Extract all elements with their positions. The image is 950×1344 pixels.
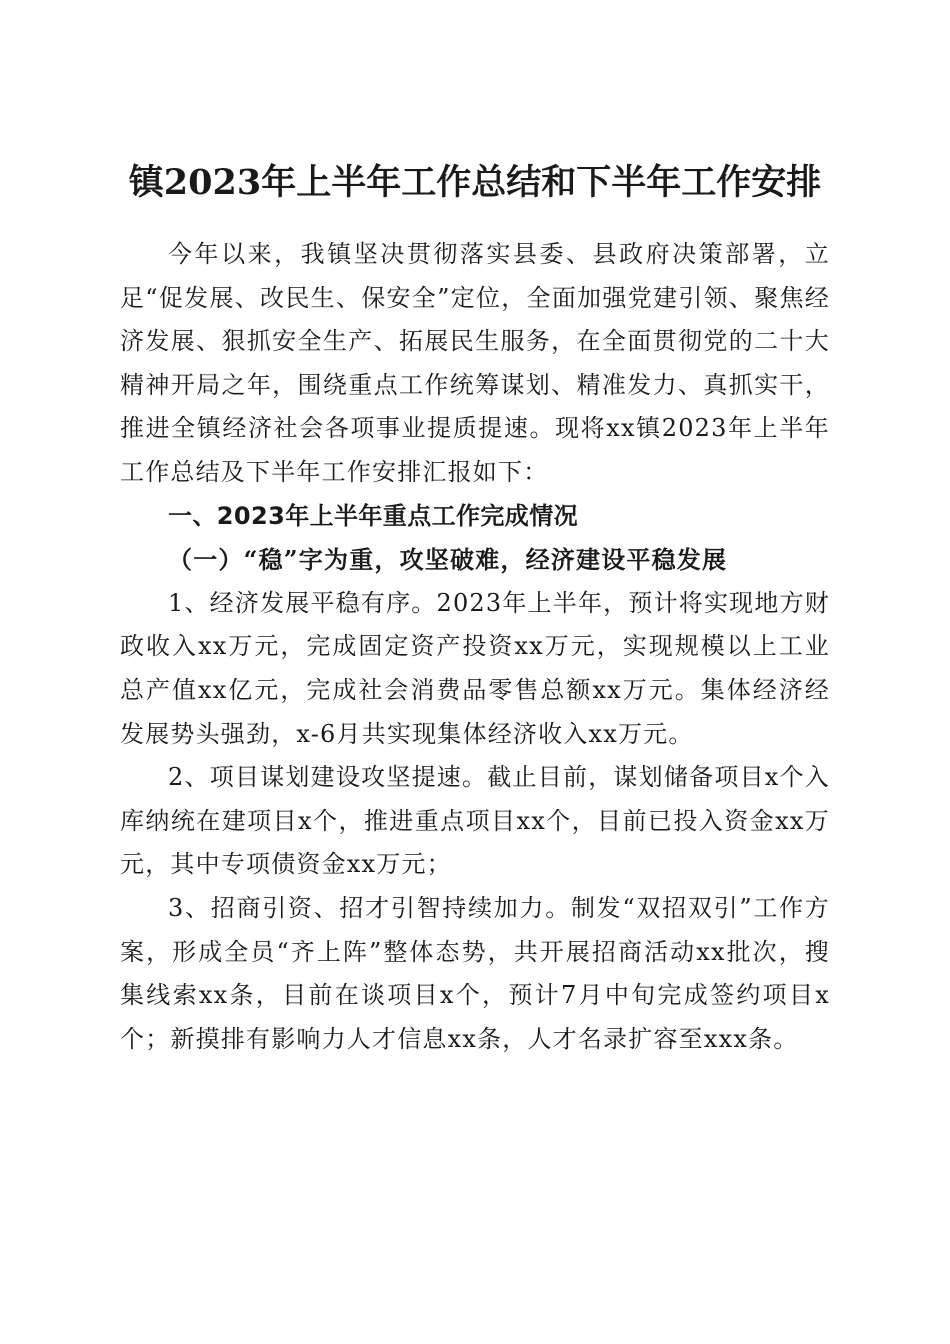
document-body — [120, 233, 830, 1061]
document-page — [120, 0, 830, 1344]
item-paragraph-1: 1、经济发展平稳有序。2023年上半年，预计将实现地方财政收入xx万元，完成固定资产投资xx万元，实现规模以上工业总产值xx亿元，完成社会消费品零售总额xx万元。集体经济经发展势头强劲，x-6月共实现集体经济收入xx万元。 — [120, 588, 830, 748]
document-title: 镇2023年上半年工作总结和下半年工作安排 — [128, 162, 822, 204]
item-paragraph-3: 3、招商引资、招才引智持续加力。制发“双招双引”工作方案，形成全员“齐上阵”整体态势，共开展招商活动xx批次，搜集线索xx条，目前在谈项目x个，预计7月中旬完成签约项目x个；新摸排有影响力人才信息xx条，人才名录扩容至xxx条。 — [120, 893, 830, 1053]
section-heading: 一、2023年上半年重点工作完成情况 — [168, 501, 578, 530]
subsection-heading: （一）“稳”字为重，攻坚破难，经济建设平稳发展 — [168, 545, 728, 575]
intro-paragraph: 今年以来，我镇坚决贯彻落实县委、县政府决策部署，立足“促发展、改民生、保安全”定位，全面加强党建引领、聚焦经济发展、狠抓安全生产、拓展民生服务，在全面贯彻党的二十大精神开局之年，围绕重点工作统筹谋划、精准发力、真抓实干，推进全镇经济社会各项事业提质提速。现将xx镇2023年上半年工作总结及下半年工作安排汇报如下： — [120, 240, 830, 486]
item-paragraph-2: 2、项目谋划建设攻坚提速。截止目前，谋划储备项目x个入库纳统在建项目x个，推进重点项目xx个，目前已投入资金xx万元，其中专项债资金xx万元； — [120, 763, 830, 879]
